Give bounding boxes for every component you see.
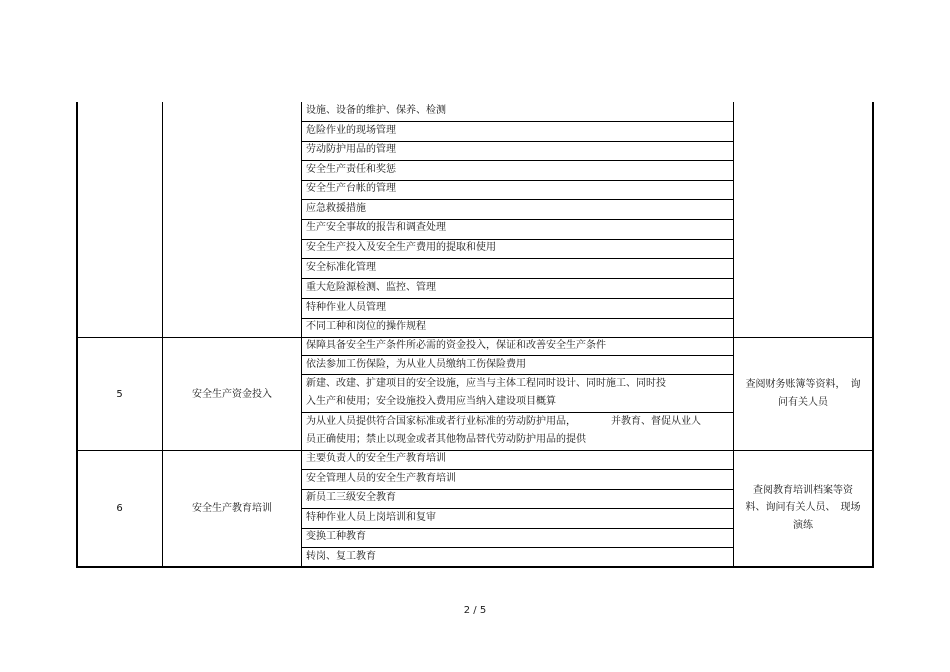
list-item: 设施、设备的维护、保养、检测: [306, 105, 446, 116]
list-item: 应急救援措施: [306, 203, 366, 214]
check-method: 查阅财务账簿等资料， 询: [745, 379, 861, 390]
row-line: [301, 412, 733, 413]
list-item: 依法参加工伤保险，为从业人员缴纳工伤保险费用: [306, 359, 526, 370]
check-method: 料、询问有关人员、 现场: [745, 502, 861, 513]
section-name: 安全生产教育培训: [192, 503, 272, 514]
list-item: 特种作业人员上岗培训和复审: [306, 512, 436, 523]
row-line: [301, 141, 733, 142]
row-line: [301, 528, 733, 529]
list-item: 新建、改建、扩建项目的安全设施，应当与主体工程同时设计、同时施工、同时投: [306, 378, 666, 389]
row-line: [301, 318, 733, 319]
row-line: [301, 180, 733, 181]
section-number: 5: [116, 389, 123, 400]
page-number: 2 / 5: [463, 605, 487, 616]
row-line: [301, 547, 733, 548]
list-item: 安全生产台帐的管理: [306, 183, 396, 194]
list-item: 不同工种和岗位的操作规程: [306, 321, 426, 332]
list-item: 安全生产投入及安全生产费用的提取和使用: [306, 242, 496, 253]
row-line: [301, 508, 733, 509]
list-item: 为从业人员提供符合国家标准或者行业标准的劳动防护用品， 并教育、督促从业人: [306, 416, 701, 427]
list-item: 危险作业的现场管理: [306, 125, 396, 136]
table-border-right: [872, 102, 874, 567]
section-name: 安全生产资金投入: [192, 389, 272, 400]
check-method: 查阅教育培训档案等资: [753, 485, 853, 496]
check-method: 问有关人员: [778, 397, 828, 408]
table-border-left: [76, 102, 78, 567]
list-item: 主要负责人的安全生产教育培训: [306, 453, 446, 464]
section-separator: [76, 337, 874, 338]
row-line: [301, 121, 733, 122]
list-item: 安全生产责任和奖惩: [306, 164, 396, 175]
row-line: [301, 199, 733, 200]
list-item: 安全管理人员的安全生产教育培训: [306, 473, 456, 484]
list-item: 保障具备安全生产条件所必需的资金投入，保证和改善安全生产条件: [306, 340, 606, 351]
row-line: [301, 298, 733, 299]
row-line: [301, 355, 733, 356]
list-item: 变换工种教育: [306, 531, 366, 542]
list-item: 重大危险源检测、监控、管理: [306, 282, 436, 293]
table-divider-content-col: [733, 102, 734, 567]
list-item: 入生产和使用；安全设施投入费用应当纳入建设项目概算: [306, 396, 556, 407]
row-line: [301, 489, 733, 490]
row-line: [301, 219, 733, 220]
check-method: 演练: [793, 520, 813, 531]
row-line: [301, 469, 733, 470]
section-number: 6: [116, 503, 123, 514]
row-line: [301, 258, 733, 259]
table-bottom-border: [76, 566, 874, 568]
section-separator: [76, 450, 874, 451]
row-line: [301, 374, 733, 375]
list-item: 员正确使用；禁止以现金或者其他物品替代劳动防护用品的提供: [306, 434, 586, 445]
list-item: 生产安全事故的报告和调查处理: [306, 222, 446, 233]
row-line: [301, 278, 733, 279]
list-item: 转岗、复工教育: [306, 551, 376, 562]
list-item: 安全标准化管理: [306, 262, 376, 273]
list-item: 新员工三级安全教育: [306, 492, 396, 503]
table-divider-no-col: [162, 102, 163, 567]
table-divider-name-col: [301, 102, 302, 567]
row-line: [301, 160, 733, 161]
list-item: 特种作业人员管理: [306, 302, 386, 313]
row-line: [301, 239, 733, 240]
list-item: 劳动防护用品的管理: [306, 144, 396, 155]
